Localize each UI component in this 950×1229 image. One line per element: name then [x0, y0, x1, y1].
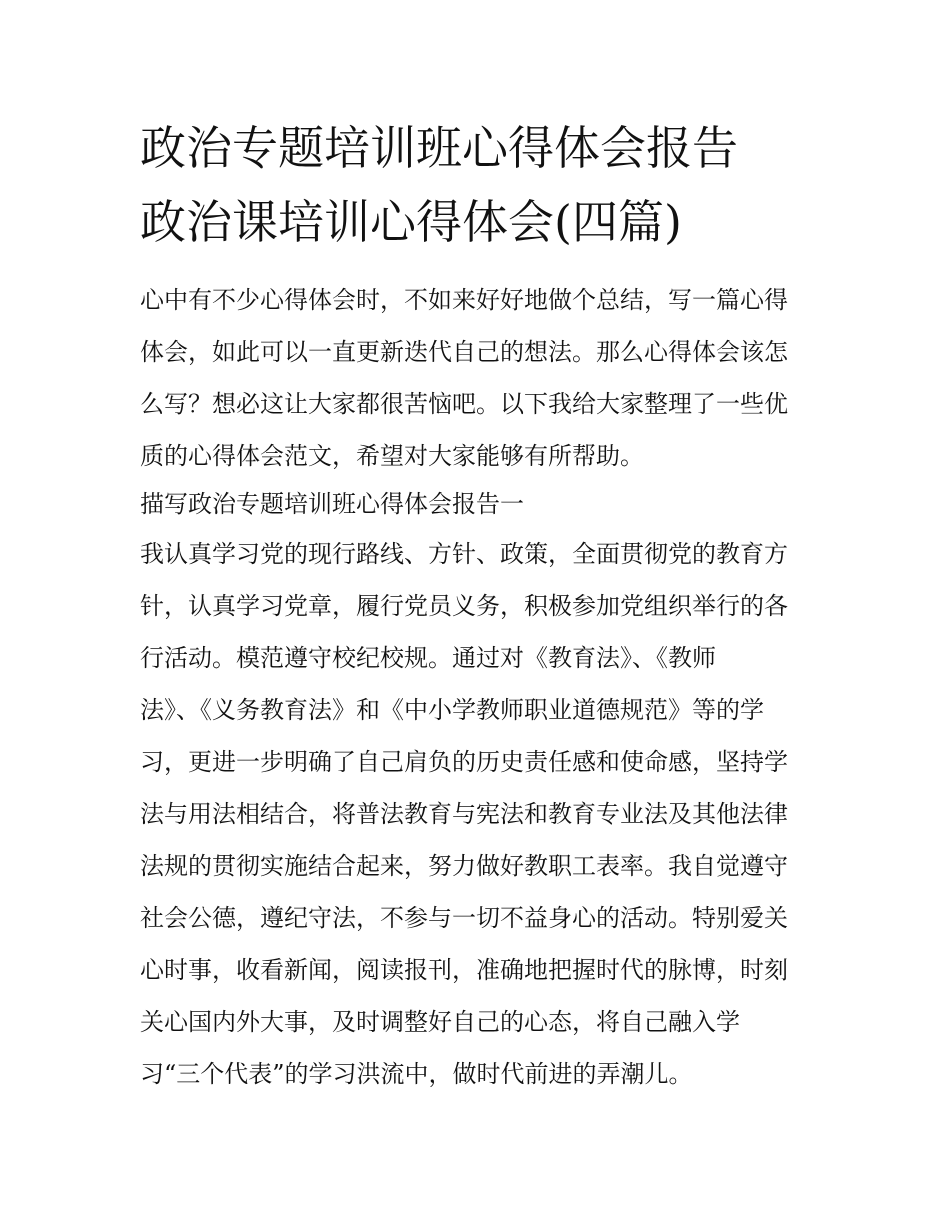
intro-line-1: 心中有不少心得体会时，不如来好好地做个总结，写一篇心得 [140, 286, 788, 314]
section-line-5: 习，更进一步明确了自己肩负的历史责任感和使命感，坚持学 [140, 748, 788, 776]
document-title-line-2: 政治课培训心得体会(四篇) [140, 195, 682, 249]
section-line-9: 心时事，收看新闻，阅读报刊，准确地把握时代的脉博，时刻 [140, 956, 788, 984]
intro-line-3: 么写？想必这让大家都很苦恼吧。以下我给大家整理了一些优 [140, 390, 788, 418]
section-heading: 描写政治专题培训班心得体会报告一 [140, 490, 524, 518]
section-line-1: 我认真学习党的现行路线、方针、政策，全面贯彻党的教育方 [140, 540, 788, 568]
section-line-6: 法与用法相结合，将普法教育与宪法和教育专业法及其他法律 [140, 800, 788, 828]
section-line-3: 行活动。模范遵守校纪校规。通过对《教育法》、《教师 [140, 644, 716, 672]
section-line-8: 社会公德，遵纪守法，不参与一切不益身心的活动。特别爱关 [140, 904, 788, 932]
section-line-10: 关心国内外大事，及时调整好自己的心态，将自己融入学 [140, 1008, 740, 1036]
section-line-4: 法》、《义务教育法》和《中小学教师职业道德规范》等的学 [140, 696, 764, 724]
section-line-2: 针，认真学习党章，履行党员义务，积极参加党组织举行的各 [140, 592, 788, 620]
section-line-11: 习“三个代表”的学习洪流中，做时代前进的弄潮儿。 [140, 1060, 693, 1088]
section-line-7: 法规的贯彻实施结合起来，努力做好教职工表率。我自觉遵守 [140, 852, 788, 880]
intro-line-2: 体会，如此可以一直更新迭代自己的想法。那么心得体会该怎 [140, 338, 788, 366]
document-title-line-1: 政治专题培训班心得体会报告 [140, 121, 738, 175]
intro-line-4: 质的心得体会范文，希望对大家能够有所帮助。 [140, 442, 644, 470]
